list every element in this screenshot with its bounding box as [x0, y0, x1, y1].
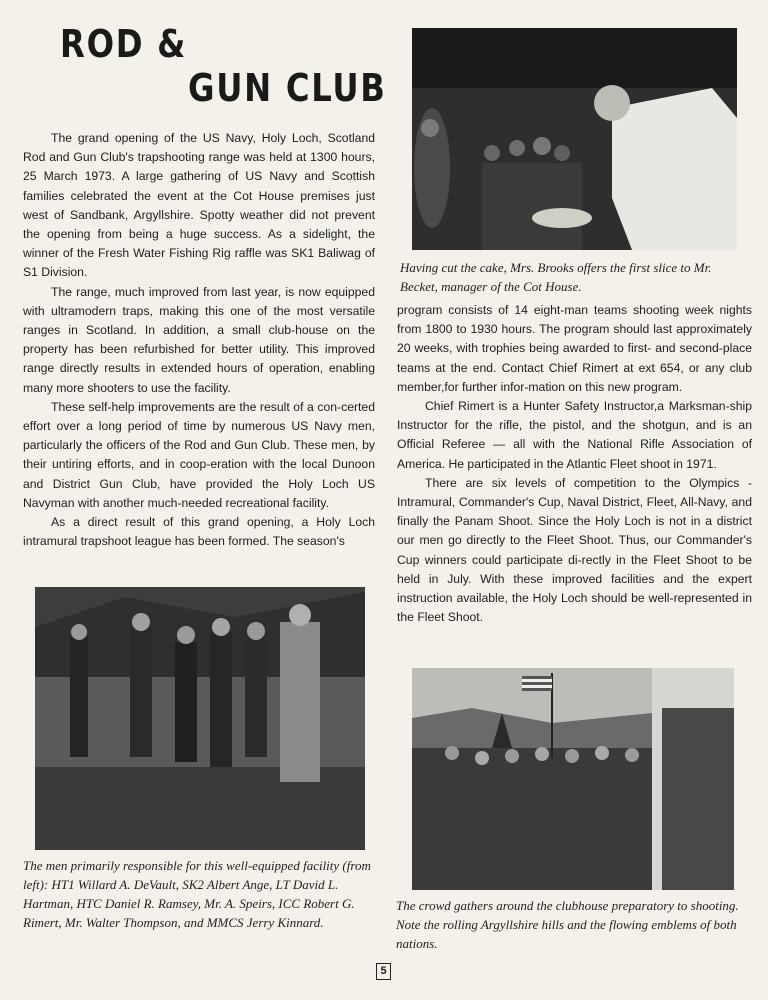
paragraph-league-program: program consists of 14 eight-man teams shooting week nights from 1800 to 1930 hours. The program should last approximately 20 weeks, with trophies being awarded to first- and second-place teams at the end. Contact Chief Rimert at ext 654, or any club member,for further infor-mation on this new program. — [397, 303, 752, 394]
title-line-2: GUN CLUB — [188, 66, 387, 110]
paragraph-grand-opening: The grand opening of the US Navy, Holy Loch, Scotland Rod and Gun Club's trapshooting range was held at 1300 hours, 25 March 1973. A large gathering of US Navy and Scottish families celebrated the event at the Cot House premises just west of Sandbank, Argyllshire. Spotty weather did not prevent the opening from being a huge success. As a sidelight, the winner of the Fresh Water Fishing Rig raffle was SK1 Baliwag of S1 Division. — [23, 131, 375, 280]
title-line-1: ROD & — [60, 22, 188, 66]
paragraph-self-help: These self-help improvements are the result of a con-certed effort over a long period of time by numerous US Navy men, particularly the officers of the Rod and Gun Club. These men, by their untiring efforts, and in coop-eration with the local Dunoon and District Gun Club, have provided the Holy Loch US Navyman with another much-needed recreational facility. — [23, 399, 375, 510]
caption-responsible-men: The men primarily responsible for this well-equipped facility (from left): HT1 Willard A. DeVault, SK2 Albert Ange, LT David L. Hartman, HTC Daniel R. Ramsey, Mr. A. Speirs, ICC Robert G. Rimert, Mr. Walter Thompson, and MMCS Jerry Kinnard. — [23, 858, 371, 930]
photo-crowd-gathering — [412, 668, 734, 890]
paragraph-chief-rimert: Chief Rimert is a Hunter Safety Instructor,a Marksman-ship Instructor for the rifle, the pistol, and the shotgun, and is an Official Referee — all with the National Rifle Association of America. He participated in the Atlantic Fleet shoot in 1971. — [397, 399, 752, 471]
article-right-column — [397, 301, 752, 627]
page-number: 5 — [376, 963, 391, 980]
article-left-column — [23, 129, 375, 551]
paragraph-range-improved: The range, much improved from last year, is now equipped with ultramodern traps, making this one of the most versatile ranges in Scotland. In addition, a small club-house on the property has been refurbished for better utility. This improved range directly results in extended hours of operation, enabling many more shooters to use the facility. — [23, 284, 375, 395]
caption-cake-cutting: Having cut the cake, Mrs. Brooks offers the first slice to Mr. Becket, manager of the Cot House. — [400, 260, 712, 294]
paragraph-league-formed: As a direct result of this grand opening, a Holy Loch intramural trapshoot league has been formed. The season's — [23, 515, 375, 549]
photo-cake-cutting — [412, 28, 737, 250]
caption-crowd-gathering: The crowd gathers around the clubhouse preparatory to shooting. Note the rolling Argyllshire hills and the flowing emblems of both nations. — [396, 898, 739, 951]
paragraph-competition-levels: There are six levels of competition to the Olympics - Intramural, Commander's Cup, Naval District, Fleet, All-Navy, and finally the Panam Shoot. Since the Holy Loch is not in a district our men go directly to the Fleet Shoot. Thus, our Commander's Cup winners could participate di-rectly in the Fleet Shoot to be held in July. With these improved facilities and the expert instruction available, the Holy Loch should be well-represented in the Fleet Shoot. — [397, 475, 752, 625]
photo-responsible-men — [35, 587, 365, 850]
